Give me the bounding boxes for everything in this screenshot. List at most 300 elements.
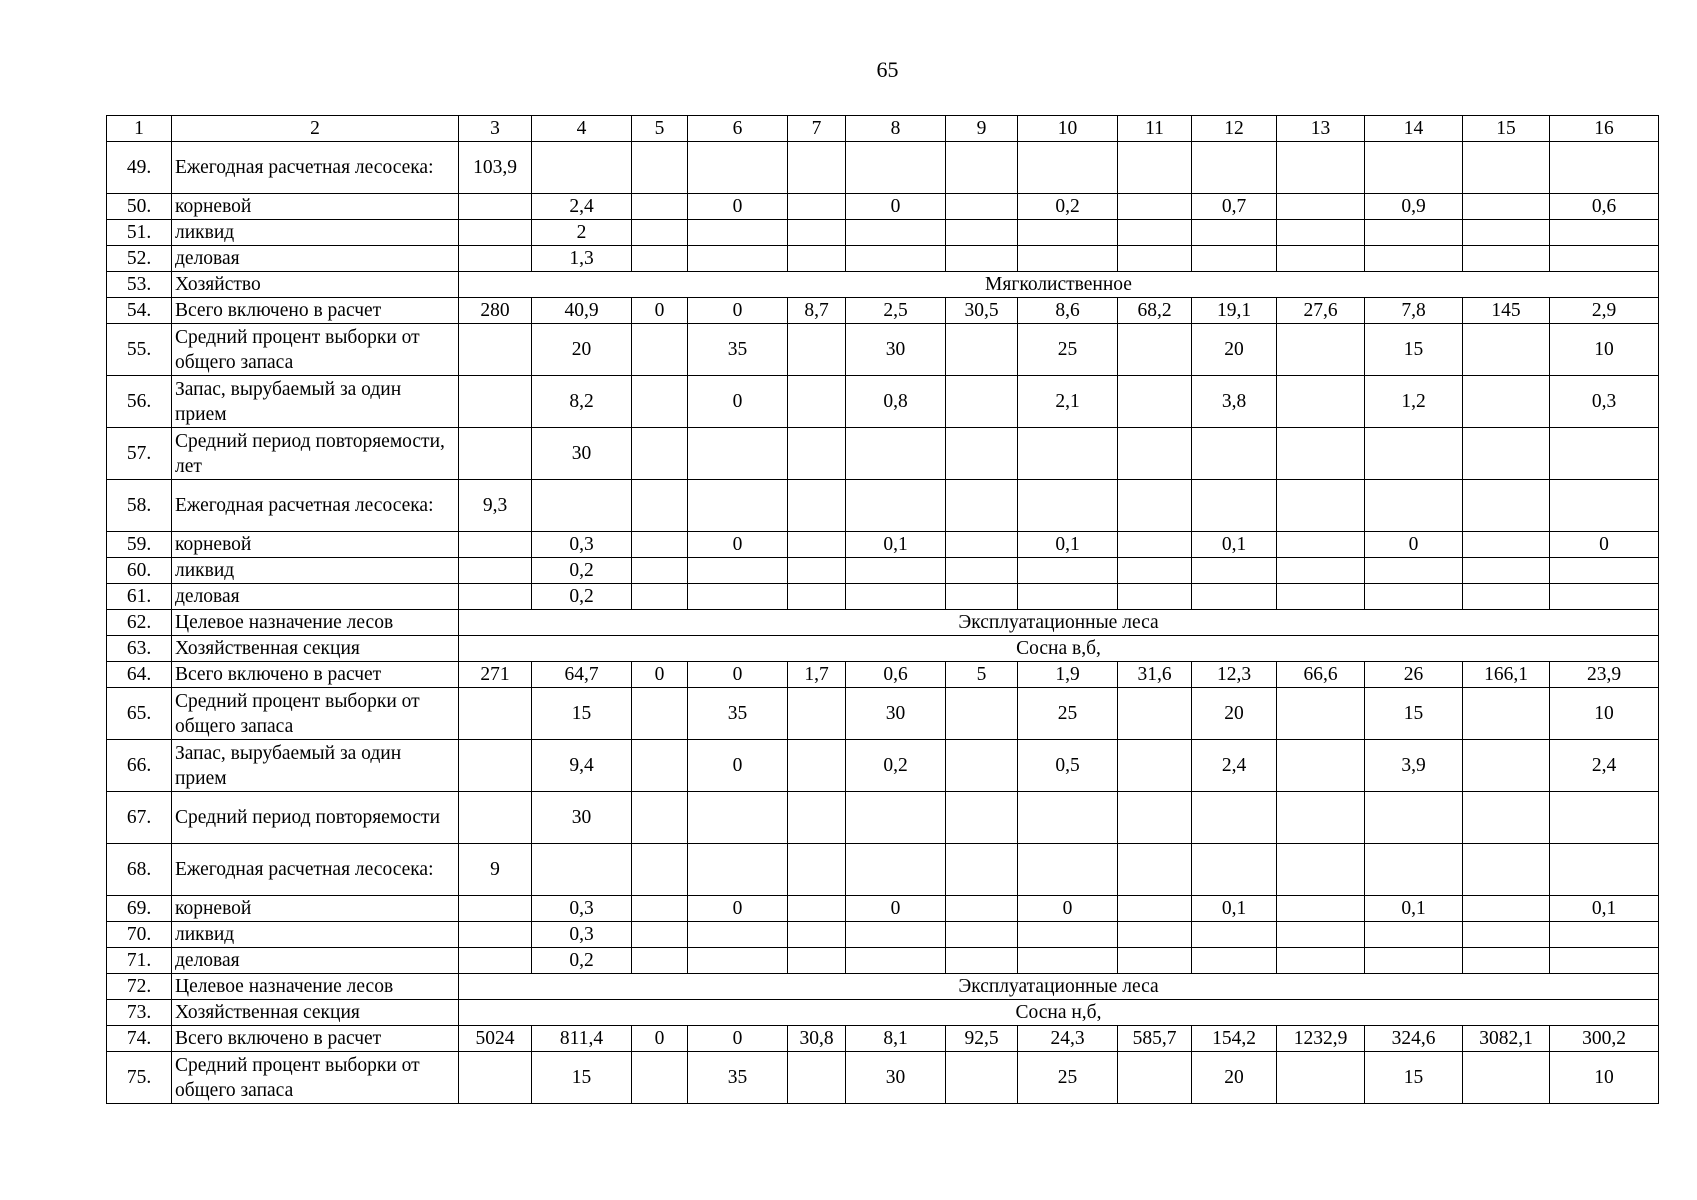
table-cell bbox=[1277, 480, 1365, 532]
table-cell bbox=[1192, 844, 1277, 896]
table-cell: 166,1 bbox=[1463, 662, 1550, 688]
table-cell: 66,6 bbox=[1277, 662, 1365, 688]
table-cell bbox=[946, 1052, 1018, 1104]
table-cell: 0 bbox=[1365, 532, 1463, 558]
table-cell: 0 bbox=[1018, 896, 1118, 922]
table-cell bbox=[632, 584, 688, 610]
table-cell bbox=[1018, 584, 1118, 610]
table-cell bbox=[846, 792, 946, 844]
table-cell bbox=[946, 688, 1018, 740]
table-cell bbox=[688, 948, 788, 974]
row-number: 53. bbox=[107, 272, 172, 298]
table-cell bbox=[1463, 246, 1550, 272]
table-cell bbox=[1550, 246, 1659, 272]
table-cell bbox=[1463, 740, 1550, 792]
column-header: 7 bbox=[788, 116, 846, 142]
row-number: 49. bbox=[107, 142, 172, 194]
table-cell: 8,7 bbox=[788, 298, 846, 324]
table-cell: 0,8 bbox=[846, 376, 946, 428]
row-number: 55. bbox=[107, 324, 172, 376]
table-cell bbox=[1118, 324, 1192, 376]
table-cell: 0 bbox=[688, 376, 788, 428]
table-cell bbox=[1550, 142, 1659, 194]
table-cell bbox=[1365, 220, 1463, 246]
table-cell: 10 bbox=[1550, 324, 1659, 376]
table-cell bbox=[1192, 428, 1277, 480]
table-cell: 0 bbox=[846, 194, 946, 220]
table-cell: 3,8 bbox=[1192, 376, 1277, 428]
row-number: 64. bbox=[107, 662, 172, 688]
table-cell bbox=[459, 1052, 532, 1104]
table-cell: 0,1 bbox=[1018, 532, 1118, 558]
table-cell bbox=[946, 896, 1018, 922]
table-cell: 0,2 bbox=[1018, 194, 1118, 220]
table-cell bbox=[1365, 480, 1463, 532]
table-cell bbox=[1277, 194, 1365, 220]
table-cell: 30 bbox=[846, 1052, 946, 1104]
table-cell bbox=[632, 142, 688, 194]
table-cell: 0,3 bbox=[532, 922, 632, 948]
table-cell: 15 bbox=[1365, 324, 1463, 376]
table-cell: 64,7 bbox=[532, 662, 632, 688]
table-cell bbox=[632, 740, 688, 792]
merged-cell: Сосна н,б, bbox=[459, 1000, 1659, 1026]
row-number: 57. bbox=[107, 428, 172, 480]
table-cell bbox=[1550, 558, 1659, 584]
row-label: Всего включено в расчет bbox=[172, 1026, 459, 1052]
table-cell bbox=[1550, 428, 1659, 480]
table-cell: 0,1 bbox=[1365, 896, 1463, 922]
table-cell: 0 bbox=[688, 662, 788, 688]
table-cell bbox=[1277, 948, 1365, 974]
table-cell: 25 bbox=[1018, 324, 1118, 376]
table-cell bbox=[946, 324, 1018, 376]
table-cell bbox=[459, 688, 532, 740]
table-cell bbox=[1018, 142, 1118, 194]
table-row bbox=[107, 844, 1659, 896]
table-cell: 35 bbox=[688, 688, 788, 740]
table-cell: 30 bbox=[532, 428, 632, 480]
table-cell: 9,3 bbox=[459, 480, 532, 532]
table-cell: 12,3 bbox=[1192, 662, 1277, 688]
table-cell bbox=[1463, 844, 1550, 896]
table-cell bbox=[1118, 688, 1192, 740]
table-row bbox=[107, 584, 1659, 610]
table-cell: 2 bbox=[532, 220, 632, 246]
table-cell: 10 bbox=[1550, 1052, 1659, 1104]
table-cell bbox=[1018, 428, 1118, 480]
table-cell bbox=[1463, 896, 1550, 922]
table-cell bbox=[1463, 142, 1550, 194]
table-cell bbox=[1018, 480, 1118, 532]
table-cell bbox=[688, 480, 788, 532]
row-number: 74. bbox=[107, 1026, 172, 1052]
row-label: Ежегодная расчетная лесосека: bbox=[172, 480, 459, 532]
table-row bbox=[107, 1000, 1659, 1026]
table-cell: 92,5 bbox=[946, 1026, 1018, 1052]
table-cell: 2,4 bbox=[532, 194, 632, 220]
column-header: 3 bbox=[459, 116, 532, 142]
table-cell bbox=[1463, 1052, 1550, 1104]
table-cell bbox=[788, 948, 846, 974]
table-cell bbox=[1277, 142, 1365, 194]
row-label: Хозяйственная секция bbox=[172, 636, 459, 662]
row-number: 66. bbox=[107, 740, 172, 792]
row-label: Запас, вырубаемый за один прием bbox=[172, 740, 459, 792]
table-cell bbox=[632, 324, 688, 376]
table-cell: 30 bbox=[532, 792, 632, 844]
table-cell bbox=[946, 844, 1018, 896]
table-cell: 35 bbox=[688, 324, 788, 376]
table-cell: 0,3 bbox=[532, 532, 632, 558]
table-cell: 0 bbox=[632, 1026, 688, 1052]
table-cell: 0,3 bbox=[532, 896, 632, 922]
table-cell bbox=[632, 688, 688, 740]
table-cell bbox=[459, 584, 532, 610]
table-cell bbox=[946, 584, 1018, 610]
table-cell: 35 bbox=[688, 1052, 788, 1104]
table-cell bbox=[846, 584, 946, 610]
row-label: Целевое назначение лесов bbox=[172, 974, 459, 1000]
table-cell bbox=[788, 740, 846, 792]
table-cell bbox=[946, 220, 1018, 246]
table-cell bbox=[846, 922, 946, 948]
table-cell bbox=[459, 532, 532, 558]
table-cell: 271 bbox=[459, 662, 532, 688]
table-cell bbox=[1463, 584, 1550, 610]
table-cell bbox=[1550, 220, 1659, 246]
table-cell bbox=[1118, 584, 1192, 610]
table-cell bbox=[1365, 922, 1463, 948]
row-number: 63. bbox=[107, 636, 172, 662]
table-cell bbox=[632, 220, 688, 246]
table-cell bbox=[1192, 246, 1277, 272]
table-cell bbox=[1018, 792, 1118, 844]
table-cell bbox=[459, 194, 532, 220]
table-cell: 2,9 bbox=[1550, 298, 1659, 324]
table-cell bbox=[632, 480, 688, 532]
table-cell bbox=[1277, 428, 1365, 480]
table-row bbox=[107, 1052, 1659, 1104]
row-label: Средний период повторяемости bbox=[172, 792, 459, 844]
table-cell bbox=[632, 1052, 688, 1104]
table-cell bbox=[788, 558, 846, 584]
table-cell: 8,6 bbox=[1018, 298, 1118, 324]
table-cell: 10 bbox=[1550, 688, 1659, 740]
table-cell bbox=[946, 428, 1018, 480]
table-row bbox=[107, 740, 1659, 792]
table-cell bbox=[1118, 376, 1192, 428]
table-cell bbox=[1277, 220, 1365, 246]
row-label: Средний период повторяемости, лет bbox=[172, 428, 459, 480]
table-cell bbox=[1463, 688, 1550, 740]
table-row bbox=[107, 272, 1659, 298]
table-cell: 3082,1 bbox=[1463, 1026, 1550, 1052]
row-number: 69. bbox=[107, 896, 172, 922]
table-cell: 0,9 bbox=[1365, 194, 1463, 220]
table-cell: 31,6 bbox=[1118, 662, 1192, 688]
table-cell bbox=[1463, 376, 1550, 428]
table-cell bbox=[1192, 220, 1277, 246]
column-header: 11 bbox=[1118, 116, 1192, 142]
table-cell: 0 bbox=[688, 1026, 788, 1052]
row-number: 65. bbox=[107, 688, 172, 740]
table-cell bbox=[632, 948, 688, 974]
table-cell: 20 bbox=[532, 324, 632, 376]
table-cell: 20 bbox=[1192, 324, 1277, 376]
column-header: 5 bbox=[632, 116, 688, 142]
table-cell bbox=[1277, 688, 1365, 740]
row-number: 70. bbox=[107, 922, 172, 948]
table-cell bbox=[788, 220, 846, 246]
table-row bbox=[107, 922, 1659, 948]
table-cell bbox=[846, 844, 946, 896]
table-cell: 8,2 bbox=[532, 376, 632, 428]
row-label: Ежегодная расчетная лесосека: bbox=[172, 844, 459, 896]
table-cell bbox=[1277, 246, 1365, 272]
table-cell bbox=[1118, 844, 1192, 896]
table-row bbox=[107, 480, 1659, 532]
table-cell bbox=[846, 948, 946, 974]
table-cell bbox=[688, 844, 788, 896]
table-cell bbox=[1277, 922, 1365, 948]
table-cell: 3,9 bbox=[1365, 740, 1463, 792]
table-row bbox=[107, 428, 1659, 480]
row-label: Ежегодная расчетная лесосека: bbox=[172, 142, 459, 194]
table-cell: 2,4 bbox=[1550, 740, 1659, 792]
row-label: Средний процент выборки от общего запаса bbox=[172, 324, 459, 376]
table-cell: 1,7 bbox=[788, 662, 846, 688]
table-cell bbox=[688, 142, 788, 194]
table-row bbox=[107, 948, 1659, 974]
table-cell bbox=[1365, 792, 1463, 844]
table-cell: 0 bbox=[688, 740, 788, 792]
row-label: корневой bbox=[172, 194, 459, 220]
table-cell: 0,3 bbox=[1550, 376, 1659, 428]
table-cell: 324,6 bbox=[1365, 1026, 1463, 1052]
table-cell bbox=[946, 740, 1018, 792]
table-cell bbox=[1463, 792, 1550, 844]
table-cell bbox=[846, 480, 946, 532]
table-cell bbox=[788, 1052, 846, 1104]
table-cell bbox=[946, 376, 1018, 428]
table-cell bbox=[788, 532, 846, 558]
table-cell bbox=[632, 376, 688, 428]
table-cell bbox=[1118, 896, 1192, 922]
table-cell: 2,5 bbox=[846, 298, 946, 324]
table-cell: 1,2 bbox=[1365, 376, 1463, 428]
merged-cell: Эксплуатационные леса bbox=[459, 974, 1659, 1000]
table-cell bbox=[632, 922, 688, 948]
table-cell: 20 bbox=[1192, 688, 1277, 740]
table-cell bbox=[946, 948, 1018, 974]
table-cell bbox=[1118, 428, 1192, 480]
table-cell: 5024 bbox=[459, 1026, 532, 1052]
table-cell bbox=[459, 948, 532, 974]
table-cell bbox=[1365, 142, 1463, 194]
table-cell bbox=[1018, 922, 1118, 948]
table-cell: 0 bbox=[688, 194, 788, 220]
table-cell bbox=[1118, 558, 1192, 584]
table-cell bbox=[632, 428, 688, 480]
table-cell bbox=[632, 792, 688, 844]
table-cell bbox=[1277, 896, 1365, 922]
row-number: 73. bbox=[107, 1000, 172, 1026]
table-cell bbox=[1277, 844, 1365, 896]
column-header: 12 bbox=[1192, 116, 1277, 142]
table-cell: 280 bbox=[459, 298, 532, 324]
table-cell bbox=[688, 922, 788, 948]
row-label: Запас, вырубаемый за один прием bbox=[172, 376, 459, 428]
row-label: ликвид bbox=[172, 922, 459, 948]
table-cell bbox=[688, 220, 788, 246]
table-cell bbox=[788, 792, 846, 844]
table-cell bbox=[946, 246, 1018, 272]
table-cell: 30,5 bbox=[946, 298, 1018, 324]
table-cell bbox=[1463, 428, 1550, 480]
table-cell: 25 bbox=[1018, 688, 1118, 740]
table-cell: 0 bbox=[632, 662, 688, 688]
table-cell bbox=[1550, 480, 1659, 532]
table-cell: 15 bbox=[532, 688, 632, 740]
table-cell bbox=[788, 376, 846, 428]
column-header: 2 bbox=[172, 116, 459, 142]
table-row bbox=[107, 896, 1659, 922]
row-label: Хозяйство bbox=[172, 272, 459, 298]
table-cell bbox=[688, 558, 788, 584]
table-cell bbox=[632, 194, 688, 220]
row-number: 61. bbox=[107, 584, 172, 610]
table-cell: 30,8 bbox=[788, 1026, 846, 1052]
table-cell bbox=[1192, 558, 1277, 584]
table-cell bbox=[1550, 922, 1659, 948]
table-row bbox=[107, 662, 1659, 688]
table-cell: 20 bbox=[1192, 1052, 1277, 1104]
table-cell: 2,1 bbox=[1018, 376, 1118, 428]
table-cell bbox=[1192, 584, 1277, 610]
merged-cell: Эксплуатационные леса bbox=[459, 610, 1659, 636]
row-number: 60. bbox=[107, 558, 172, 584]
table-cell: 40,9 bbox=[532, 298, 632, 324]
table-row bbox=[107, 246, 1659, 272]
table-cell: 1232,9 bbox=[1277, 1026, 1365, 1052]
table-cell bbox=[1550, 844, 1659, 896]
column-header: 16 bbox=[1550, 116, 1659, 142]
table-cell: 0,1 bbox=[1192, 896, 1277, 922]
table-cell bbox=[1118, 142, 1192, 194]
table-cell: 15 bbox=[1365, 688, 1463, 740]
table-cell: 0,2 bbox=[532, 584, 632, 610]
table-cell: 585,7 bbox=[1118, 1026, 1192, 1052]
table-cell bbox=[632, 558, 688, 584]
column-header: 9 bbox=[946, 116, 1018, 142]
table-cell bbox=[1277, 740, 1365, 792]
table-cell bbox=[1192, 948, 1277, 974]
table-cell bbox=[1463, 220, 1550, 246]
table-cell bbox=[1118, 480, 1192, 532]
row-label: Средний процент выборки от общего запаса bbox=[172, 1052, 459, 1104]
table-cell bbox=[1118, 948, 1192, 974]
table-cell bbox=[1550, 792, 1659, 844]
table-cell: 2,4 bbox=[1192, 740, 1277, 792]
table-row bbox=[107, 558, 1659, 584]
table-cell: 15 bbox=[1365, 1052, 1463, 1104]
table-cell bbox=[459, 922, 532, 948]
row-number: 50. bbox=[107, 194, 172, 220]
row-number: 75. bbox=[107, 1052, 172, 1104]
column-header: 4 bbox=[532, 116, 632, 142]
table-cell bbox=[1277, 376, 1365, 428]
table-cell: 103,9 bbox=[459, 142, 532, 194]
row-label: корневой bbox=[172, 896, 459, 922]
table-cell: 0,6 bbox=[1550, 194, 1659, 220]
table-cell bbox=[946, 194, 1018, 220]
table-cell bbox=[946, 792, 1018, 844]
table-cell bbox=[846, 428, 946, 480]
table-row bbox=[107, 1026, 1659, 1052]
table-row bbox=[107, 792, 1659, 844]
table-cell: 68,2 bbox=[1118, 298, 1192, 324]
row-number: 56. bbox=[107, 376, 172, 428]
table-cell: 19,1 bbox=[1192, 298, 1277, 324]
table-cell bbox=[1118, 220, 1192, 246]
table-cell bbox=[946, 480, 1018, 532]
table-cell bbox=[1018, 558, 1118, 584]
row-number: 59. bbox=[107, 532, 172, 558]
table-cell bbox=[1463, 480, 1550, 532]
table-cell bbox=[846, 558, 946, 584]
table-cell: 0,1 bbox=[1550, 896, 1659, 922]
table-cell bbox=[1277, 324, 1365, 376]
row-number: 68. bbox=[107, 844, 172, 896]
table-cell bbox=[1463, 194, 1550, 220]
table-cell: 30 bbox=[846, 324, 946, 376]
table-cell bbox=[632, 246, 688, 272]
table-cell bbox=[1192, 480, 1277, 532]
table-cell: 0,7 bbox=[1192, 194, 1277, 220]
table-cell: 7,8 bbox=[1365, 298, 1463, 324]
table-cell bbox=[532, 480, 632, 532]
merged-cell: Сосна в,б, bbox=[459, 636, 1659, 662]
header-row bbox=[107, 116, 1659, 142]
table-cell bbox=[459, 376, 532, 428]
table-cell bbox=[459, 324, 532, 376]
row-label: ликвид bbox=[172, 220, 459, 246]
table-cell bbox=[1192, 792, 1277, 844]
table-cell bbox=[1365, 558, 1463, 584]
table-row bbox=[107, 220, 1659, 246]
table-cell bbox=[788, 896, 846, 922]
row-number: 51. bbox=[107, 220, 172, 246]
table-cell bbox=[688, 428, 788, 480]
table-cell bbox=[946, 922, 1018, 948]
table-cell bbox=[688, 584, 788, 610]
table-cell bbox=[946, 532, 1018, 558]
table-cell bbox=[1192, 142, 1277, 194]
table-cell bbox=[1365, 844, 1463, 896]
table-cell bbox=[1277, 532, 1365, 558]
row-label: корневой bbox=[172, 532, 459, 558]
table-cell bbox=[788, 428, 846, 480]
table-cell bbox=[459, 558, 532, 584]
table-cell bbox=[1192, 922, 1277, 948]
column-header: 8 bbox=[846, 116, 946, 142]
table-cell bbox=[946, 142, 1018, 194]
row-label: деловая bbox=[172, 948, 459, 974]
table-cell: 0 bbox=[1550, 532, 1659, 558]
row-label: Хозяйственная секция bbox=[172, 1000, 459, 1026]
table-cell bbox=[1277, 792, 1365, 844]
